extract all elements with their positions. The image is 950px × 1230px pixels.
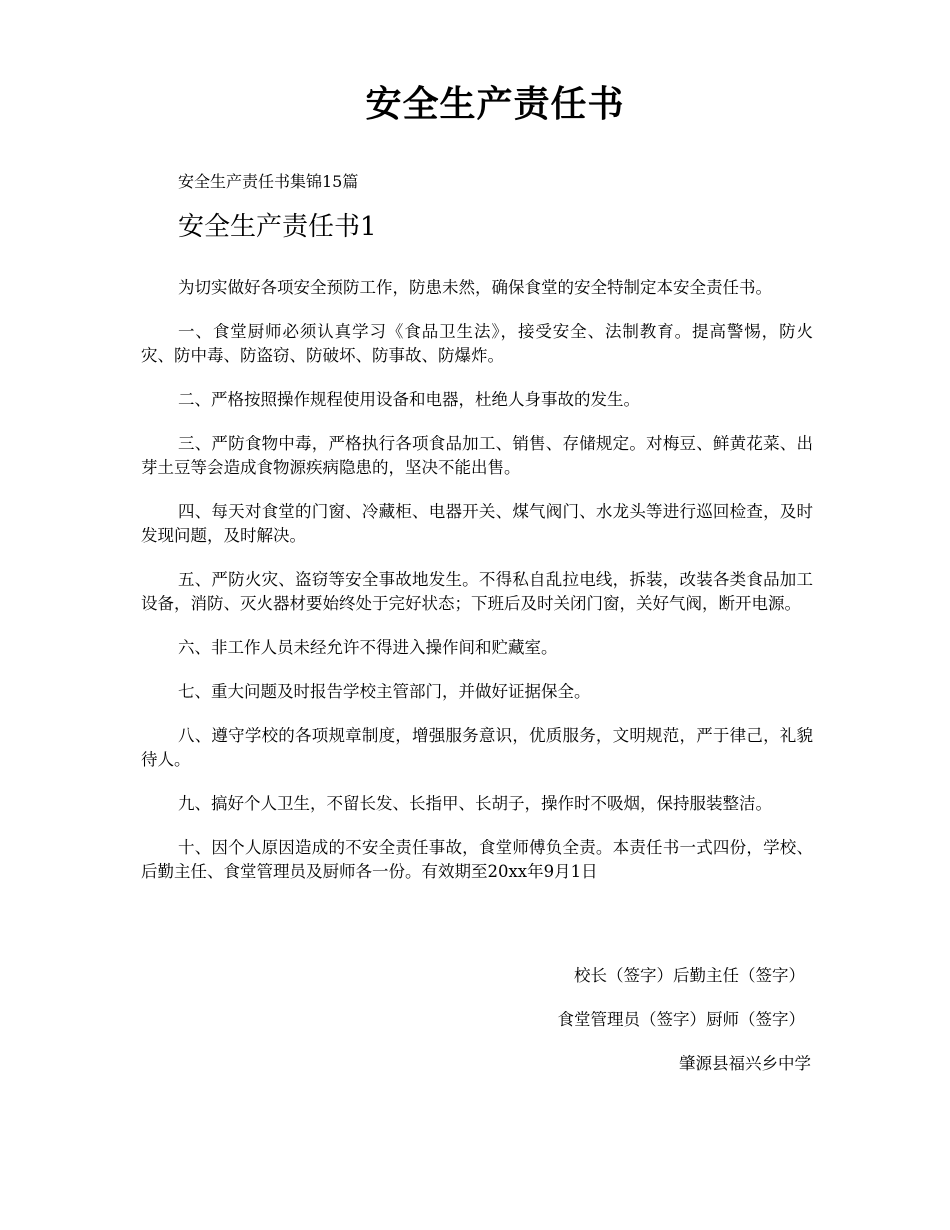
- document-body: [141, 276, 813, 904]
- school-name: 肇源县福兴乡中学: [679, 1054, 811, 1073]
- paragraph-item-5: 五、严防火灾、盗窃等安全事故地发生。不得私自乱拉电线，拆装，改装各类食品加工设备，消防、灭火器材要始终处于完好状态；下班后及时关闭门窗，关好气阀，断开电源。: [141, 570, 813, 613]
- paragraph-item-10: 十、因个人原因造成的不安全责任事故，食堂师傅负全责。本责任书一式四份，学校、后勤主任、食堂管理员及厨师各一份。有效期至20xx年9月1日: [141, 838, 813, 881]
- signature-principal-logistics: 校长（签字）后勤主任（签字）: [574, 966, 805, 985]
- signature-canteen-chef: 食堂管理员（签字）厨师（签字）: [557, 1010, 805, 1029]
- signature-block: [141, 964, 811, 1096]
- paragraph-item-9: 九、搞好个人卫生，不留长发、长指甲、长胡子，操作时不吸烟，保持服装整洁。: [178, 794, 772, 813]
- paragraph-item-6: 六、非工作人员未经允许不得进入操作间和贮藏室。: [178, 638, 558, 657]
- paragraph-item-7: 七、重大问题及时报告学校主管部门，并做好证据保全。: [178, 682, 591, 701]
- paragraph-item-4: 四、每天对食堂的门窗、冷藏柜、电器开关、煤气阀门、水龙头等进行巡回检查，及时发现问题，及时解决。: [141, 502, 813, 545]
- document-subtitle: 安全生产责任书集锦15篇: [178, 172, 359, 191]
- section-title: 安全生产责任书1: [178, 212, 377, 242]
- paragraph-item-1: 一、食堂厨师必须认真学习《食品卫生法》，接受安全、法制教育。提高警惕，防火灾、防中毒、防盗窃、防破坏、防事故、防爆炸。: [141, 322, 813, 365]
- paragraph-item-2: 二、严格按照操作规程使用设备和电器，杜绝人身事故的发生。: [178, 390, 640, 409]
- paragraph-item-8: 八、遵守学校的各项规章制度，增强服务意识，优质服务，文明规范，严于律己，礼貌待人。: [141, 726, 813, 769]
- document-title: 安全生产责任书: [365, 83, 625, 125]
- paragraph-intro: 为切实做好各项安全预防工作，防患未然，确保食堂的安全特制定本安全责任书。: [178, 278, 772, 297]
- paragraph-item-3: 三、严防食物中毒，严格执行各项食品加工、销售、存储规定。对梅豆、鲜黄花菜、出芽土豆等会造成食物源疾病隐患的，坚决不能出售。: [141, 434, 813, 477]
